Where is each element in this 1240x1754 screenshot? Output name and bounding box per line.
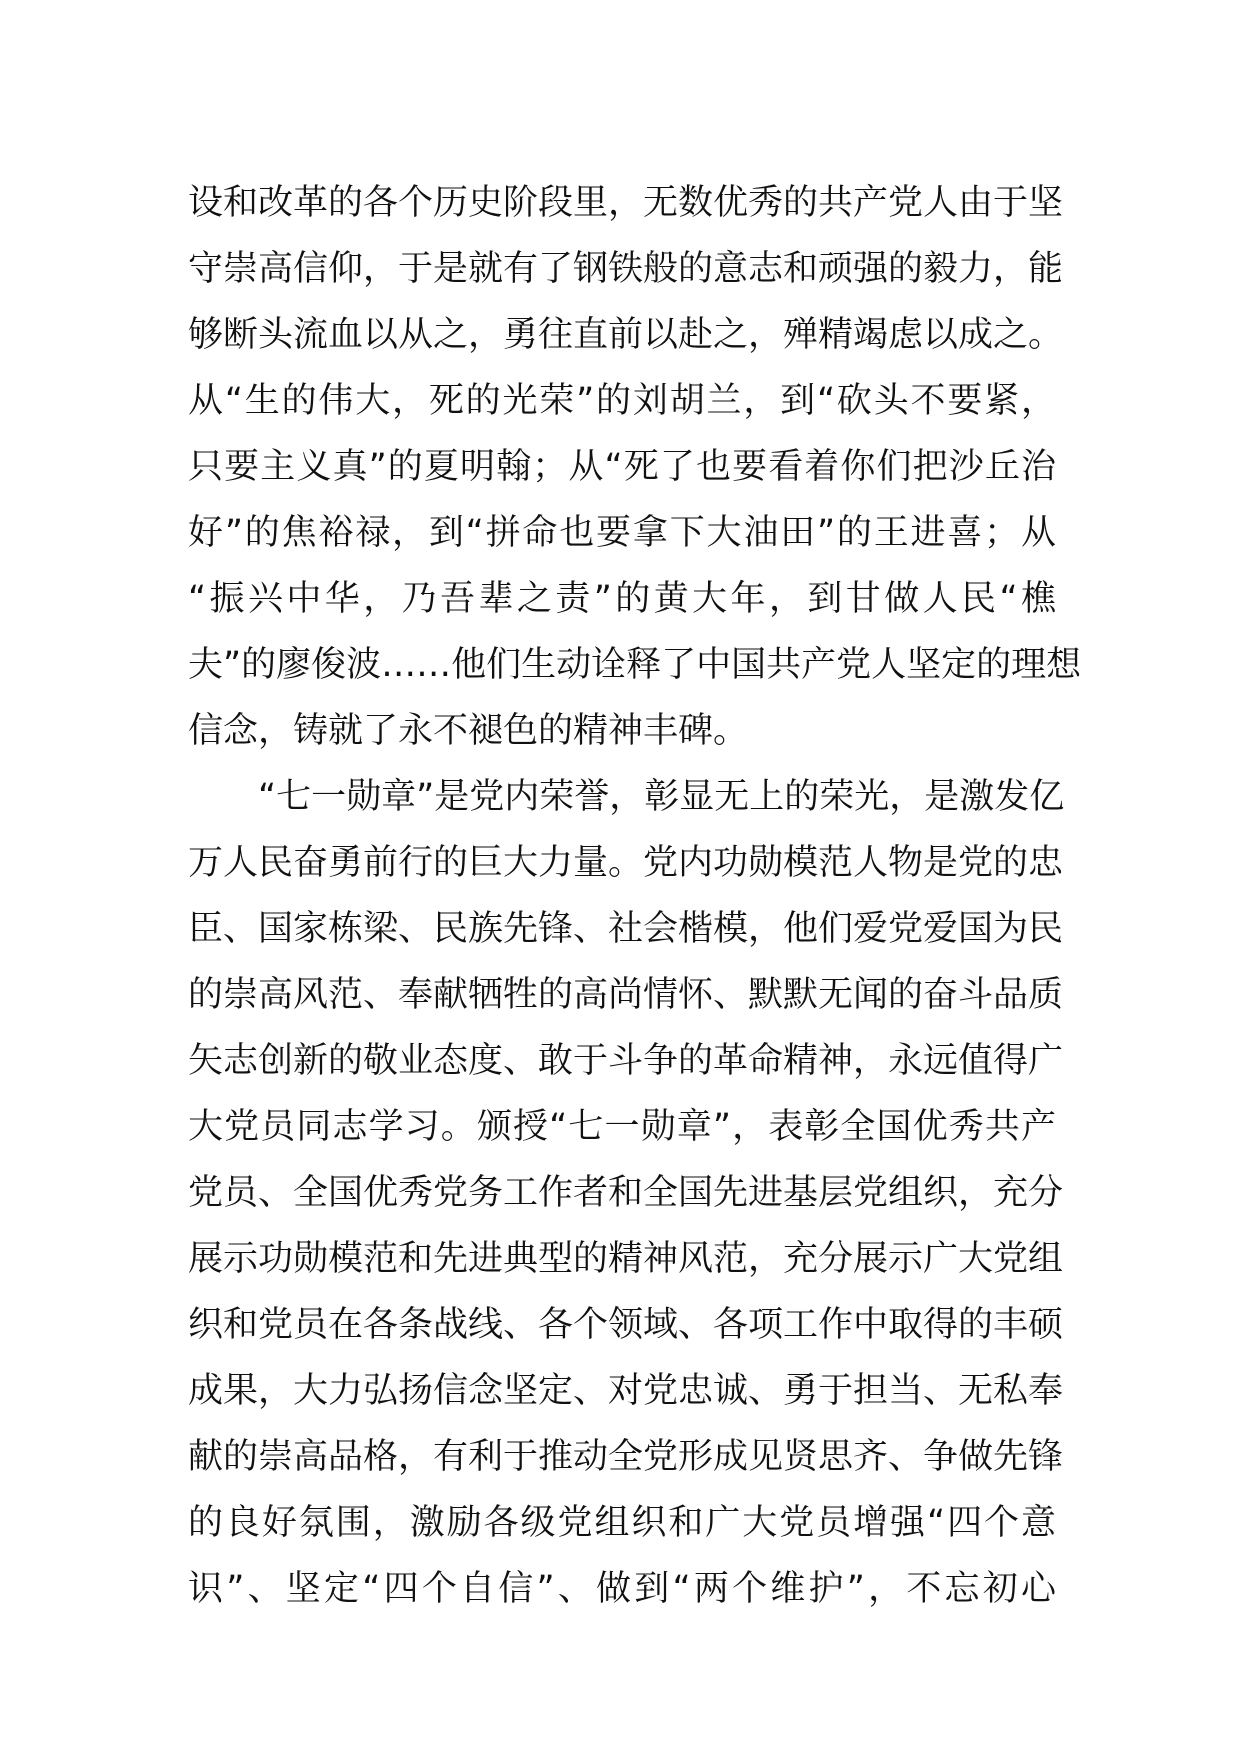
text-line: 识”、坚定“四个自信”、做到“两个维护”，不忘初心 xyxy=(188,1569,1056,1609)
text-line: 够断头流血以从之，勇往直前以赴之，殚精竭虑以成之。 xyxy=(188,315,1064,355)
text-line: 只要主义真”的夏明翰；从“死了也要看着你们把沙丘治 xyxy=(188,447,1056,487)
text-line: 守崇高信仰，于是就有了钢铁般的意志和顽强的毅力，能 xyxy=(188,249,1064,289)
text-line: 的良好氛围，激励各级党组织和广大党员增强“四个意 xyxy=(188,1503,1056,1543)
text-line: 臣、国家栋梁、民族先锋、社会楷模，他们爱党爱国为民 xyxy=(188,909,1064,949)
text-line: 设和改革的各个历史阶段里，无数优秀的共产党人由于坚 xyxy=(188,183,1064,223)
text-line: 成果，大力弘扬信念坚定、对党忠诚、勇于担当、无私奉 xyxy=(188,1371,1064,1411)
text-line: 的崇高风范、奉献牺牲的高尚情怀、默默无闻的奋斗品质 xyxy=(188,975,1064,1015)
text-line: 夫”的廖俊波……他们生动诠释了中国共产党人坚定的理想 xyxy=(188,645,1082,685)
paragraph-first-line: “七一勋章”是党内荣誉，彰显无上的荣光，是激发亿 xyxy=(258,777,1065,817)
text-line: 献的崇高品格，有利于推动全党形成见贤思齐、争做先锋 xyxy=(188,1437,1064,1477)
text-line: “振兴中华，乃吾辈之责”的黄大年，到甘做人民“樵 xyxy=(188,579,1056,619)
body-text xyxy=(188,170,1082,1622)
text-line: 好”的焦裕禄，到“拼命也要拿下大油田”的王进喜；从 xyxy=(188,513,1056,553)
text-line: 织和党员在各条战线、各个领域、各项工作中取得的丰硕 xyxy=(188,1305,1064,1345)
text-line: 党员、全国优秀党务工作者和全国先进基层党组织，充分 xyxy=(188,1173,1064,1213)
text-line: 大党员同志学习。颁授“七一勋章”，表彰全国优秀共产 xyxy=(188,1107,1056,1147)
text-line: 展示功勋模范和先进典型的精神风范，充分展示广大党组 xyxy=(188,1239,1064,1279)
text-line: 万人民奋勇前行的巨大力量。党内功勋模范人物是党的忠 xyxy=(188,843,1064,883)
text-line: 矢志创新的敬业态度、敢于斗争的革命精神，永远值得广 xyxy=(188,1041,1064,1081)
text-line: 从“生的伟大，死的光荣”的刘胡兰，到“砍头不要紧， xyxy=(188,381,1056,421)
paragraph-end-line: 信念，铸就了永不褪色的精神丰碑。 xyxy=(188,711,749,751)
